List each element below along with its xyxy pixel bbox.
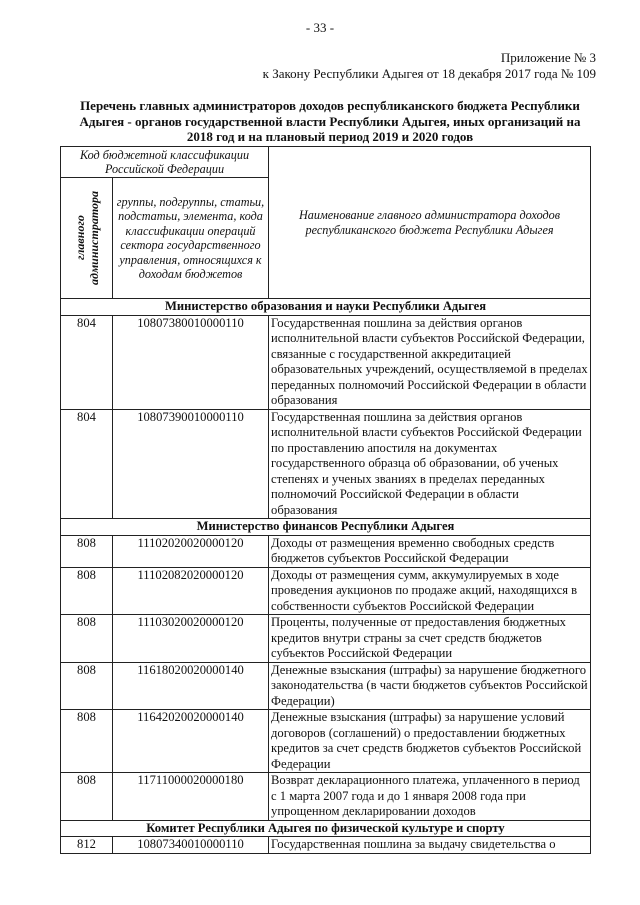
revenue-name-cell: Государственная пошлина за действия органов исполнительной власти субъектов Российской Федерации по проставлению апостиля на документах государственного образца об образовании, об ученых степенях и ученых званиях в пределах переданных полномочий Российской Федерации в области образования [269, 409, 591, 519]
header-name: Наименование главного администратора доходов республиканского бюджета Республики Адыгея [269, 147, 591, 299]
admin-code-cell: 808 [61, 662, 113, 710]
section-title: Министерство образования и науки Республики Адыгея [61, 299, 591, 316]
table-row [61, 662, 591, 710]
admin-code-cell: 808 [61, 567, 113, 615]
revenue-name-cell: Возврат декларационного платежа, уплаченного в период с 1 марта 2007 года и до 1 января 2008 года при упрощенном декларировании доходов [269, 773, 591, 821]
admin-code-cell: 804 [61, 409, 113, 519]
revenue-name-cell: Проценты, полученные от предоставления бюджетных кредитов внутри страны за счет средств бюджетов субъектов Российской Федерации [269, 615, 591, 663]
table-row [61, 535, 591, 567]
page-number: - 33 - [305, 20, 335, 35]
header-groups: группы, подгруппы, статьи, подстатьи, элемента, кода классификации операций сектора государственного управления, относящихся к доходам бюджетов [113, 178, 269, 299]
section-row [61, 820, 591, 837]
section-title: Комитет Республики Адыгея по физической культуре и спорту [61, 820, 591, 837]
table-row [61, 837, 591, 854]
revenue-name-cell: Государственная пошлина за действия органов исполнительной власти субъектов Российской Федерации, связанные с государственной аккредитацией образовательных учреждений, осуществляемой в пределах переданных полномочий Российской Федерации в области образования [269, 315, 591, 409]
classification-code-cell: 11102020020000120 [113, 535, 269, 567]
classification-code-cell: 10807340010000110 [113, 837, 269, 854]
table-row [61, 615, 591, 663]
admin-code-cell: 812 [61, 837, 113, 854]
admin-code-cell: 808 [61, 710, 113, 773]
revenue-name-cell: Доходы от размещения сумм, аккумулируемых в ходе проведения аукционов по продаже акций, находящихся в собственности субъектов Российской Федерации [269, 567, 591, 615]
table-row [61, 567, 591, 615]
admin-code-cell: 808 [61, 535, 113, 567]
classification-code-cell: 11102082020000120 [113, 567, 269, 615]
classification-code-cell: 11642020020000140 [113, 710, 269, 773]
admin-code-cell: 804 [61, 315, 113, 409]
section-row [61, 299, 591, 316]
revenue-administrators-table [60, 146, 591, 854]
appendix-line-2: к Закону Республики Адыгея от 18 декабря 2017 года № 109 [262, 66, 596, 81]
classification-code-cell: 11103020020000120 [113, 615, 269, 663]
appendix-line-1: Приложение № 3 [500, 50, 596, 65]
appendix-caption [263, 50, 596, 82]
admin-code-cell: 808 [61, 615, 113, 663]
table-row [61, 315, 591, 409]
section-row [61, 519, 591, 536]
header-admin: главного администратора [72, 190, 101, 286]
classification-code-cell: 11711000020000180 [113, 773, 269, 821]
table-header-row-1 [61, 147, 591, 178]
header-admin-cell [61, 178, 113, 299]
document-title: Перечень главных администраторов доходов республиканского бюджета Республики Адыгея - органов государственной власти Республики Адыгея, иных организаций на 2018 год и на плановый период 2019 и 2020 годов [79, 98, 581, 144]
header-classification: Код бюджетной классификации Российской Федерации [61, 147, 269, 178]
classification-code-cell: 11618020020000140 [113, 662, 269, 710]
revenue-name-cell: Государственная пошлина за выдачу свидетельства о [269, 837, 591, 854]
revenue-name-cell: Денежные взыскания (штрафы) за нарушение бюджетного законодательства (в части бюджетов субъектов Российской Федерации) [269, 662, 591, 710]
classification-code-cell: 10807390010000110 [113, 409, 269, 519]
revenue-name-cell: Денежные взыскания (штрафы) за нарушение условий договоров (соглашений) о предоставлении бюджетных кредитов за счет средств бюджетов субъектов Российской Федерации [269, 710, 591, 773]
section-title: Министерство финансов Республики Адыгея [61, 519, 591, 536]
table-row [61, 409, 591, 519]
admin-code-cell: 808 [61, 773, 113, 821]
classification-code-cell: 10807380010000110 [113, 315, 269, 409]
table-row [61, 710, 591, 773]
table-row [61, 773, 591, 821]
revenue-name-cell: Доходы от размещения временно свободных средств бюджетов субъектов Российской Федерации [269, 535, 591, 567]
